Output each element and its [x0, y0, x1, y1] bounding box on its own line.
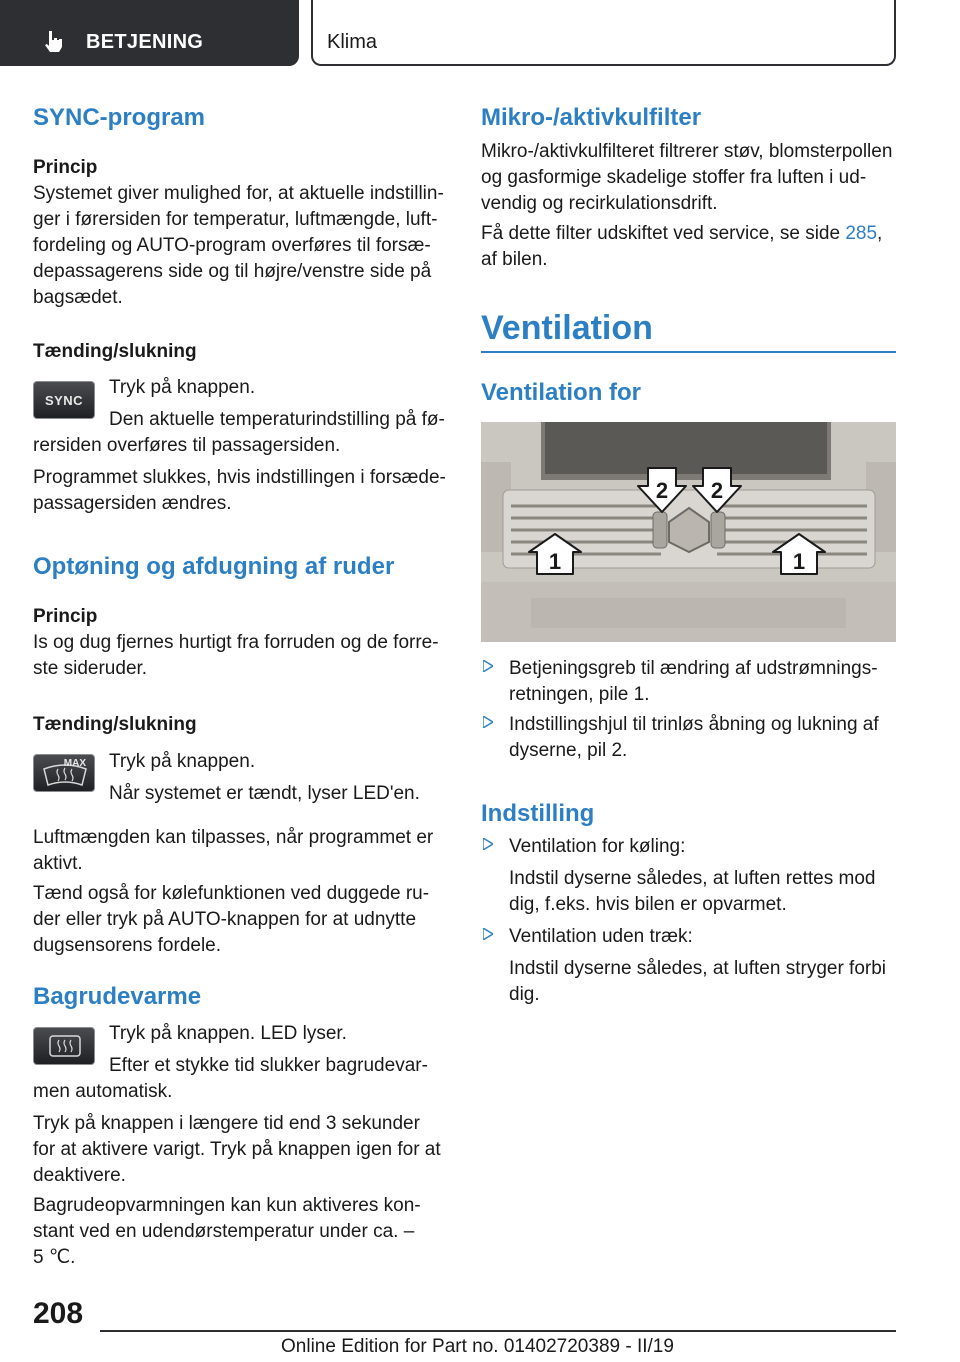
rear-long-text: Tryk på knappen i længere tid end 3 sekunder for at aktivere varigt. Tryk på knappen igen for at deaktivere.	[33, 1113, 441, 1186]
defrost-title: Optøning og afdugning af ruder	[33, 553, 395, 580]
bullet-triangle-icon	[483, 660, 493, 672]
sync-principle-text: Systemet giver mulighed for, at aktuelle indstillin- ger i førersiden for temperatur, luftmængde, luft- fordeling og AUTO-program overføres til forsæ- depassagerens side og til højre/venstre side på bagsædet.	[33, 183, 444, 308]
rear-window-heat-icon	[48, 1034, 82, 1060]
title-rule	[481, 351, 896, 353]
vent-front-title: Ventilation for	[481, 379, 642, 406]
bullet-triangle-icon	[483, 928, 493, 940]
defrost-principle-text: Is og dug fjernes hurtigt fra forruden og de forre- ste sideruder.	[33, 632, 439, 679]
sync-line2: Den aktuelle temperaturindstilling på fø-	[109, 409, 445, 430]
sync-off-text: Programmet slukkes, hvis indstillingen i forsæde- passagersiden ændres.	[33, 467, 446, 514]
ventilation-title: Ventilation	[481, 309, 653, 347]
vent-photo	[481, 422, 896, 642]
defrost-principle-heading: Princip	[33, 606, 98, 627]
sync-principle-heading: Princip	[33, 157, 98, 178]
rear-line3: men automatisk.	[33, 1081, 173, 1102]
max-defrost-button-image: MAX	[33, 754, 95, 792]
sync-line3: rersiden overføres til passagersiden.	[33, 435, 341, 456]
filter-service-text: Få dette filter udskiftet ved service, se side 285,	[481, 223, 883, 244]
arrow-label-2b: 2	[710, 478, 724, 503]
filter-text: Mikro-/aktivkulfilteret filtrerer støv, blomsterpollen og gasformige skadelige stoffer fra luften i ud- vendig og recirkulationsdrift.	[481, 141, 893, 214]
bullet-triangle-icon	[483, 716, 493, 728]
chapter-label: Klima	[327, 31, 378, 53]
rear-temp-text: Bagrudeopvarmningen kan kun aktiveres kon- stant ved en udendørstemperatur under ca. – 5 ℃.	[33, 1195, 421, 1268]
defrost-led-text: Når systemet er tændt, lyser LED'en.	[109, 783, 420, 804]
rear-defrost-button-image	[33, 1027, 95, 1065]
setting-title: Indstilling	[481, 800, 595, 827]
arrow-label-1a: 1	[548, 549, 562, 574]
filter-service-line2: af bilen.	[481, 249, 548, 270]
defrost-press-text: Tryk på knappen.	[109, 751, 256, 772]
edition-text: Online Edition for Part no. 01402720389 - II/19	[281, 1336, 674, 1357]
rear-line2: Efter et stykke tid slukker bagrudevar-	[109, 1055, 428, 1076]
sync-title: SYNC-program	[33, 104, 206, 131]
chapter-tab	[311, 0, 896, 66]
defrost-cool-text: Tænd også for kølefunktionen ved duggede ru- der eller tryk på AUTO-knappen for at udnytte dugsensorens fordele.	[33, 883, 430, 956]
filter-title: Mikro-/aktivkulfilter	[481, 104, 702, 131]
list-item: Betjeningsgreb til ændring af udstrømnings- retningen, pile 1.	[481, 656, 896, 708]
sync-press-text: Tryk på knappen.	[109, 377, 256, 398]
arrow-label-2a: 2	[655, 478, 669, 503]
sync-onoff-heading: Tænding/slukning	[33, 341, 197, 362]
page-link[interactable]: 285	[845, 223, 878, 244]
defrost-air-text: Luftmængden kan tilpasses, når programmet er aktivt.	[33, 827, 434, 874]
hand-pointer-icon	[42, 30, 64, 52]
rear-press-text: Tryk på knappen. LED lyser.	[109, 1023, 347, 1044]
list-item: Ventilation for køling: Indstil dyserne således, at luften rettes mod dig, f.eks. hvis bilen er opvarmet.	[481, 834, 896, 918]
footer-rule	[100, 1330, 896, 1332]
sync-button-image: SYNC	[33, 381, 95, 419]
section-tab	[0, 0, 299, 66]
defrost-onoff-heading: Tænding/slukning	[33, 714, 197, 735]
page-number: 208	[33, 1297, 84, 1330]
section-label: BETJENING	[86, 31, 204, 53]
rear-title: Bagrudevarme	[33, 983, 202, 1010]
list-item: Indstillingshjul til trinløs åbning og lukning af dyserne, pil 2.	[481, 712, 896, 764]
list-item: Ventilation uden træk: Indstil dyserne således, at luften stryger forbi dig.	[481, 924, 896, 1008]
bullet-triangle-icon	[483, 838, 493, 850]
arrow-label-1b: 1	[792, 549, 806, 574]
